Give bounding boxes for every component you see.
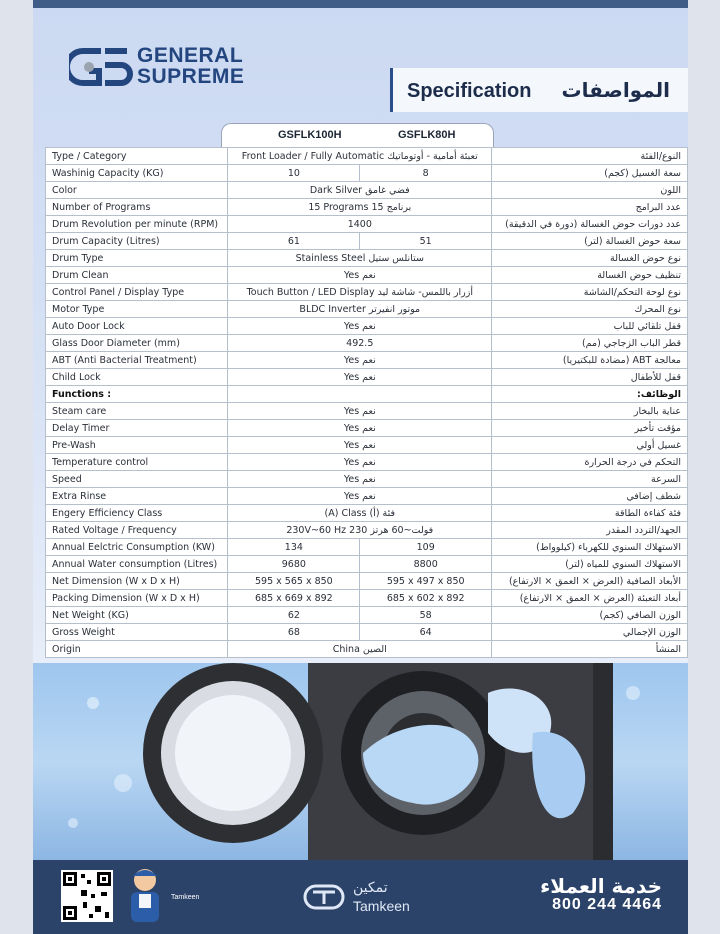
spec-label-en: Drum Clean <box>46 267 228 284</box>
spec-label-en: Pre-Wash <box>46 437 228 454</box>
spec-label-en: Delay Timer <box>46 420 228 437</box>
spec-label-en: Temperature control <box>46 454 228 471</box>
spec-value-left: 68 <box>228 624 360 641</box>
spec-value: 492.5 <box>228 335 492 352</box>
spec-label-en: Motor Type <box>46 301 228 318</box>
spec-row <box>46 284 688 301</box>
spec-value: Yes نعم <box>228 403 492 420</box>
spec-row <box>46 556 688 573</box>
tamkeen-mark-icon <box>303 878 345 914</box>
customer-service-phone[interactable]: 800 244 4464 <box>552 896 662 913</box>
model-left: GSFLK100H <box>278 129 342 141</box>
tamkeen-en: Tamkeen <box>353 898 410 914</box>
spec-value-right: 58 <box>360 607 492 624</box>
spec-value: 15 Programs 15 برنامج <box>228 199 492 216</box>
spec-label-ar: الأبعاد الصافية (العرض × العمق × الارتفاع) <box>492 573 688 590</box>
spec-row <box>46 318 688 335</box>
spec-value-right: 8800 <box>360 556 492 573</box>
spec-row <box>46 233 688 250</box>
spec-row <box>46 522 688 539</box>
spec-value-right: 685 x 602 x 892 <box>360 590 492 607</box>
spec-label-ar: عدد دورات حوض الغسالة (دورة في الدقيقة) <box>492 216 688 233</box>
spec-row <box>46 539 688 556</box>
brand-mark-icon <box>69 45 133 89</box>
brand-line2: SUPREME <box>137 65 245 88</box>
spec-value: Touch Button / LED Display أزرار باللمس- شاشة ليد <box>228 284 492 301</box>
top-strip <box>33 0 688 8</box>
spec-label-ar: غسيل أولي <box>492 437 688 454</box>
spec-label-ar: الاستهلاك السنوي للمياه (لتر) <box>492 556 688 573</box>
spec-sheet <box>33 0 688 934</box>
spec-label-ar: الوزن الصافي (كجم) <box>492 607 688 624</box>
spec-title-en: Specification <box>407 80 532 102</box>
spec-value-right: 8 <box>360 165 492 182</box>
spec-label-en: Annual Water consumption (Litres) <box>46 556 228 573</box>
spec-row <box>46 250 688 267</box>
spec-label-en: Annual Eelctric Consumption (KW) <box>46 539 228 556</box>
footer-bar <box>33 860 688 934</box>
spec-label-en: Rated Voltage / Frequency <box>46 522 228 539</box>
spec-label-en: Origin <box>46 641 228 658</box>
spec-label-en: Drum Capacity (Litres) <box>46 233 228 250</box>
spec-row <box>46 420 688 437</box>
spec-label-en: Glass Door Diameter (mm) <box>46 335 228 352</box>
spec-label-ar: نوع حوض الغسالة <box>492 250 688 267</box>
spec-label-en: Number of Programs <box>46 199 228 216</box>
spec-table <box>45 147 688 658</box>
brand-line1: GENERAL <box>137 44 244 67</box>
spec-row <box>46 573 688 590</box>
spec-label-en: Drum Revolution per minute (RPM) <box>46 216 228 233</box>
spec-value: Dark Silver فضي غامق <box>228 182 492 199</box>
spec-label-en: Packing Dimension (W x D x H) <box>46 590 228 607</box>
spec-value: Yes نعم <box>228 454 492 471</box>
spec-row <box>46 165 688 182</box>
spec-value: Front Loader / Fully Automatic تعبئة أمامية - أوتوماتيك <box>228 148 492 165</box>
spec-row <box>46 624 688 641</box>
spec-value-left: 9680 <box>228 556 360 573</box>
spec-value-right: 595 x 497 x 850 <box>360 573 492 590</box>
spec-label-ar: قفل للأطفال <box>492 369 688 386</box>
brand-logo <box>69 45 279 93</box>
spec-label-en: Type / Category <box>46 148 228 165</box>
qr-code-icon[interactable] <box>61 870 113 922</box>
spec-row <box>46 369 688 386</box>
tamkeen-logo <box>303 878 433 918</box>
spec-value <box>228 386 492 403</box>
spec-label-en: Net Dimension (W x D x H) <box>46 573 228 590</box>
spec-row <box>46 148 688 165</box>
spec-label-ar: المنشأ <box>492 641 688 658</box>
spec-row <box>46 267 688 284</box>
customer-service-label: خدمة العملاء <box>540 874 662 898</box>
spec-row <box>46 386 688 403</box>
spec-label-en: Auto Door Lock <box>46 318 228 335</box>
spec-row <box>46 216 688 233</box>
spec-label-en: Steam care <box>46 403 228 420</box>
spec-value: Yes نعم <box>228 488 492 505</box>
spec-row <box>46 182 688 199</box>
washing-machine-image <box>33 663 688 860</box>
spec-value: 1400 <box>228 216 492 233</box>
spec-value: BLDC Inverter موتور انفيرتر <box>228 301 492 318</box>
spec-label-ar: اللون <box>492 182 688 199</box>
spec-value: Yes نعم <box>228 437 492 454</box>
spec-value: China الصين <box>228 641 492 658</box>
spec-value-left: 134 <box>228 539 360 556</box>
spec-label-ar: تنظيف حوض الغسالة <box>492 267 688 284</box>
spec-value-right: 51 <box>360 233 492 250</box>
spec-value-left: 595 x 565 x 850 <box>228 573 360 590</box>
spec-label-en: Color <box>46 182 228 199</box>
spec-value: 230V~60 Hz 230 فولت~60 هرتز <box>228 522 492 539</box>
spec-value: Yes نعم <box>228 471 492 488</box>
spec-label-en: Drum Type <box>46 250 228 267</box>
spec-label-ar: السرعة <box>492 471 688 488</box>
spec-value-right: 109 <box>360 539 492 556</box>
spec-label-ar: الوظائف: <box>492 386 688 403</box>
spec-label-ar: الاستهلاك السنوي للكهرباء (كيلوواط) <box>492 539 688 556</box>
spec-value: Stainless Steel ستانلس ستيل <box>228 250 492 267</box>
spec-label-ar: نوع المحرك <box>492 301 688 318</box>
spec-title-box <box>390 68 688 112</box>
spec-value-right: 64 <box>360 624 492 641</box>
spec-row <box>46 641 688 658</box>
spec-label-ar: التحكم في درجة الحرارة <box>492 454 688 471</box>
spec-row <box>46 488 688 505</box>
spec-label-en: Extra Rinse <box>46 488 228 505</box>
spec-label-en: Control Panel / Display Type <box>46 284 228 301</box>
spec-value: Yes نعم <box>228 267 492 284</box>
spec-value: Yes نعم <box>228 318 492 335</box>
spec-row <box>46 590 688 607</box>
spec-row <box>46 471 688 488</box>
spec-value-left: 685 x 669 x 892 <box>228 590 360 607</box>
spec-value: Yes نعم <box>228 369 492 386</box>
spec-row <box>46 301 688 318</box>
spec-value-left: 62 <box>228 607 360 624</box>
washer-illustration <box>33 663 688 860</box>
spec-label-ar: عدد البرامج <box>492 199 688 216</box>
spec-row <box>46 335 688 352</box>
spec-row <box>46 352 688 369</box>
spec-label-en: Functions : <box>46 386 228 403</box>
spec-label-ar: سعة الغسيل (كجم) <box>492 165 688 182</box>
spec-label-ar: مؤقت تأخير <box>492 420 688 437</box>
spec-label-ar: قطر الباب الزجاجي (مم) <box>492 335 688 352</box>
spec-label-ar: فئة كفاءة الطاقة <box>492 505 688 522</box>
spec-title-ar: المواصفات <box>561 78 670 102</box>
spec-table-wrap <box>45 147 688 658</box>
spec-label-en: Child Lock <box>46 369 228 386</box>
spec-label-en: Net Weight (KG) <box>46 607 228 624</box>
spec-label-ar: قفل تلقائي للباب <box>492 318 688 335</box>
spec-label-ar: الوزن الإجمالي <box>492 624 688 641</box>
model-tab <box>221 123 494 147</box>
spec-label-ar: سعة حوض الغسالة (لتر) <box>492 233 688 250</box>
spec-label-en: ABT (Anti Bacterial Treatment) <box>46 352 228 369</box>
spec-label-ar: شطف إضافي <box>492 488 688 505</box>
spec-value-left: 10 <box>228 165 360 182</box>
spec-label-ar: الجهد/التردد المقدر <box>492 522 688 539</box>
spec-label-en: Washinig Capacity (KG) <box>46 165 228 182</box>
spec-label-en: Gross Weight <box>46 624 228 641</box>
spec-label-en: Speed <box>46 471 228 488</box>
spec-label-ar: معالجة ABT (مضادة للبكتيريا) <box>492 352 688 369</box>
spec-label-ar: نوع لوحة التحكم/الشاشة <box>492 284 688 301</box>
spec-label-ar: عناية بالبخار <box>492 403 688 420</box>
spec-row <box>46 454 688 471</box>
model-right: GSFLK80H <box>398 129 456 141</box>
mascot-icon <box>121 864 169 926</box>
tamkeen-ar: تمكين <box>353 880 388 896</box>
spec-value-left: 61 <box>228 233 360 250</box>
spec-label-en: Engery Efficiency Class <box>46 505 228 522</box>
spec-row <box>46 607 688 624</box>
spec-row <box>46 437 688 454</box>
mascot-brand-label: Tamkeen <box>171 894 200 901</box>
spec-row <box>46 505 688 522</box>
spec-label-ar: أبعاد التعبئة (العرض × العمق × الارتفاع) <box>492 590 688 607</box>
spec-value: (A) Class فئة (أ) <box>228 505 492 522</box>
spec-value: Yes نعم <box>228 352 492 369</box>
spec-row <box>46 403 688 420</box>
spec-row <box>46 199 688 216</box>
spec-label-ar: النوع/الفئة <box>492 148 688 165</box>
spec-value: Yes نعم <box>228 420 492 437</box>
